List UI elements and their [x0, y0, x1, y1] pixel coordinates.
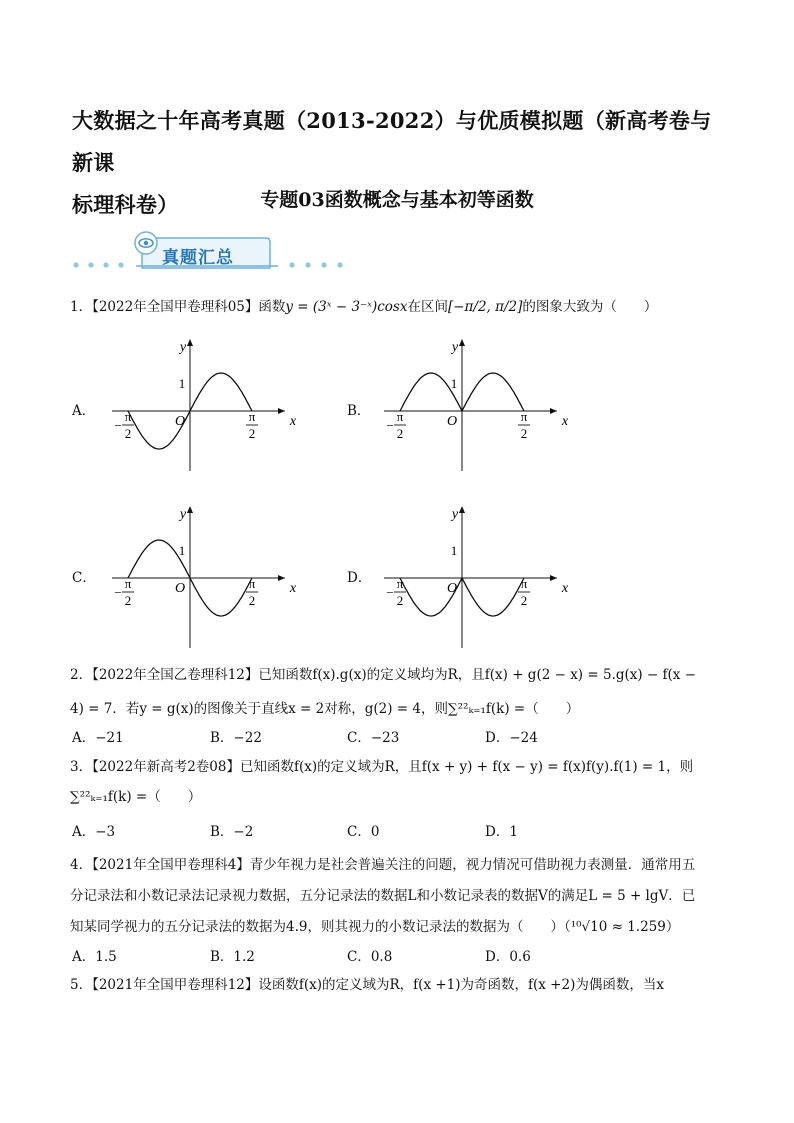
q2-option-b: B．−22	[210, 730, 262, 746]
q3-option-a: A．−3	[72, 824, 116, 840]
x-tick-neg-pi-half-num: π	[396, 409, 404, 424]
x-tick-pi-half-den: 2	[520, 426, 528, 441]
origin-label: O	[446, 581, 458, 596]
q2-option-d: D．−24	[485, 730, 538, 746]
y-axis-arrow	[459, 506, 465, 513]
x-tick-neg-pi-half-den: 2	[396, 593, 404, 608]
q3-option-c: C．0	[347, 824, 380, 840]
q1-formula: y = (3ˣ − 3⁻ˣ)cosx	[285, 299, 408, 315]
origin-label: O	[174, 581, 186, 596]
option-a-label: A．	[72, 403, 96, 419]
x-axis-arrow	[278, 575, 285, 581]
x-tick-neg-pi-half-sign: −	[114, 418, 122, 433]
q4-line-3: 知某同学视力的五分记录法的数据为4.9，则其视力的小数记录法的数据为（ ）（¹⁰√10 ≈ 1.259）	[70, 919, 680, 935]
graph-option-b	[372, 333, 572, 473]
y-tick-1: 1	[178, 376, 186, 391]
q1-text-c: 的图象大致为（ ）	[522, 299, 658, 315]
q4-option-d: D．0.6	[485, 949, 531, 965]
x-tick-pi-half	[518, 409, 530, 441]
banner-label: 真题汇总	[162, 248, 234, 268]
q3-option-d: D．1	[485, 824, 518, 840]
q2-line-2: 4) = 7．若y = g(x)的图像关于直线x = 2对称，g(2) = 4，则∑²²ₖ₌₁f(k) =（ ）	[70, 701, 580, 717]
x-tick-pi-half	[518, 576, 530, 608]
q4-option-a: A．1.5	[72, 949, 117, 965]
x-tick-neg-pi-half-den: 2	[396, 426, 404, 441]
y-axis-arrow	[187, 506, 193, 513]
y-axis-arrow	[187, 339, 193, 346]
q5-line-1: 5．【2021年全国甲卷理科12】设函数f(x)的定义域为R，f(x +1)为奇函数，f(x +2)为偶函数，当x	[70, 977, 664, 993]
topic-subtitle: 专题03函数概念与基本初等函数	[260, 189, 534, 211]
q4-option-b: B．1.2	[210, 949, 255, 965]
y-tick-1: 1	[450, 376, 458, 391]
x-axis-arrow	[278, 408, 285, 414]
q3-line-1: 3．【2022年新高考2卷08】已知函数f(x)的定义域为R，且f(x + y) + f(x − y) = f(x)f(y).f(1) = 1，则	[70, 759, 694, 775]
q1-number: 1．	[70, 299, 93, 315]
title-line-2: 标理科卷）	[72, 192, 179, 217]
question-5	[70, 975, 664, 995]
y-axis-label: y	[179, 507, 187, 522]
x-axis-label: x	[289, 414, 297, 429]
q1-interval: [−π/2, π/2]	[447, 299, 523, 315]
x-axis-label: x	[561, 581, 569, 596]
q4-option-c: C．0.8	[347, 949, 393, 965]
question-3	[70, 757, 693, 807]
x-tick-neg-pi-half-sign: −	[386, 585, 394, 600]
graph-option-c	[100, 500, 300, 650]
x-tick-pi-half	[246, 576, 258, 608]
x-tick-neg-pi-half	[386, 576, 406, 608]
x-tick-neg-pi-half	[386, 409, 406, 441]
x-tick-pi-half-num: π	[248, 576, 256, 591]
x-axis-arrow	[550, 408, 557, 414]
x-tick-pi-half-den: 2	[248, 426, 256, 441]
option-c-label: C．	[72, 570, 96, 586]
q3-option-b: B．−2	[210, 824, 254, 840]
x-tick-pi-half	[246, 409, 258, 441]
x-tick-neg-pi-half-den: 2	[124, 426, 132, 441]
x-tick-pi-half-den: 2	[520, 593, 528, 608]
x-tick-pi-half-num: π	[520, 409, 528, 424]
q2-line-1: 2．【2022年全国乙卷理科12】已知函数f(x).g(x)的定义域均为R，且f(x) + g(2 − x) = 5.g(x) − f(x −	[70, 667, 697, 683]
x-axis-arrow	[550, 575, 557, 581]
x-tick-neg-pi-half-sign: −	[114, 585, 122, 600]
q4-line-2: 分记录法和小数记录法记录视力数据，五分记录法的数据L和小数记录表的数据V的满足L = 5 + lgV．已	[70, 888, 696, 904]
q1-text-a: 函数	[258, 299, 286, 315]
origin-label: O	[174, 414, 186, 429]
x-tick-neg-pi-half-num: π	[124, 576, 132, 591]
y-axis-arrow	[459, 339, 465, 346]
q3-line-2: ∑²²ₖ₌₁f(k) =（ ）	[70, 789, 202, 805]
graph-option-a	[100, 333, 300, 473]
q2-option-c: C．−23	[347, 730, 400, 746]
y-axis-label: y	[451, 340, 459, 355]
graph-option-d	[372, 500, 572, 650]
x-tick-pi-half-num: π	[520, 576, 528, 591]
x-axis-label: x	[561, 414, 569, 429]
x-tick-pi-half-den: 2	[248, 593, 256, 608]
x-tick-neg-pi-half	[114, 576, 134, 608]
origin-label: O	[446, 414, 458, 429]
y-axis-label: y	[179, 340, 187, 355]
y-tick-1: 1	[450, 543, 458, 558]
x-tick-pi-half-num: π	[248, 409, 256, 424]
q1-source: 【2022年全国甲卷理科05】	[92, 299, 259, 315]
question-2	[70, 665, 696, 719]
x-tick-neg-pi-half-num: π	[396, 576, 404, 591]
x-tick-neg-pi-half-num: π	[124, 409, 132, 424]
y-axis-label: y	[451, 507, 459, 522]
x-tick-neg-pi-half-sign: −	[386, 418, 394, 433]
y-tick-1: 1	[178, 543, 186, 558]
x-axis-label: x	[289, 581, 297, 596]
question-4	[70, 850, 695, 943]
q1-text-b: 在区间	[407, 299, 448, 315]
q2-option-a: A．−21	[72, 730, 124, 746]
title-line-1: 大数据之十年高考真题（2013-2022）与优质模拟题（新高考卷与新课	[72, 108, 712, 175]
x-tick-neg-pi-half-den: 2	[124, 593, 132, 608]
q4-line-1: 4．【2021年全国甲卷理科4】青少年视力是社会普遍关注的问题，视力情况可借助视力表测量．通常用五	[70, 857, 696, 873]
question-1	[70, 297, 657, 317]
section-banner	[70, 230, 360, 272]
x-tick-neg-pi-half	[114, 409, 134, 441]
option-b-label: B．	[347, 403, 371, 419]
option-d-label: D．	[347, 570, 372, 586]
